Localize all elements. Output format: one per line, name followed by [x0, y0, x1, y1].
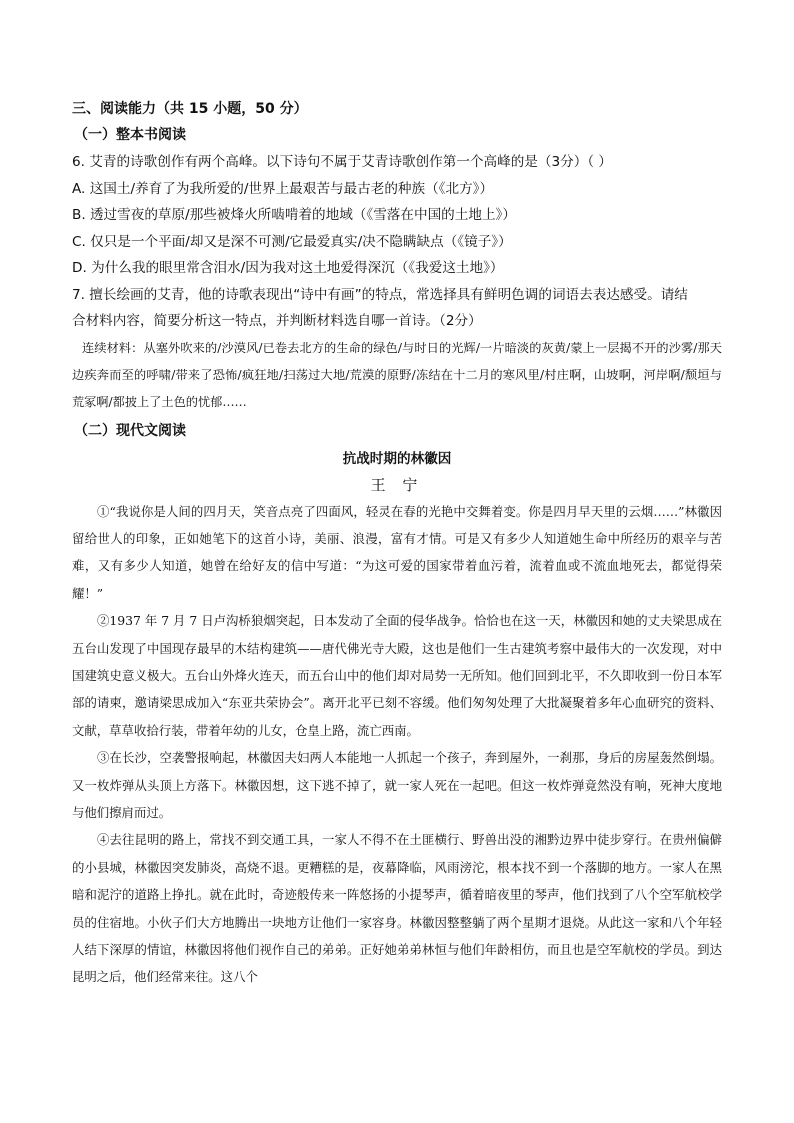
- article-author: 王 宁: [370, 475, 424, 494]
- article-paragraph-1: ①“我说你是人间的四月天，笑音点亮了四面风，轻灵在春的光艳中交舞着变。你是四月早天里的云烟……”林徽因留给世人的印象，正如她笔下的这首小诗，美丽、浪漫，富有才情。可是又有多少人知道她生命中所经历的艰辛与苦难，又有多少人知道，她曾在给好友的信中写道：“为这可爱的国家带着血污着，流着血或不流血地死去，都觉得荣耀！”: [72, 503, 722, 601]
- q7-material-text: 连续材料：从塞外吹来的/沙漠风/已卷去北方的生命的绿色/与时日的光辉/一片暗淡的灰黄/蒙上一层揭不开的沙雾/那天边疾奔而至的呼啸/带来了恐怖/疯狂地/扫荡过大地/荒漠的原野/冻结在十二月的寒风里/村庄啊，山坡啊，河岸啊/颓垣与荒冢啊/都披上了土色的忧郁……: [72, 340, 722, 409]
- q7-stem-line2: 合材料内容，简要分析这一特点，并判断材料选自哪一首诗。（2分）: [72, 313, 482, 329]
- q7-stem-line1: 7. 擅长绘画的艾青，他的诗歌表现出“诗中有画”的特点，常选择具有鲜明色调的词语去表达感受。请结: [72, 286, 688, 303]
- article-paragraph-2: ②1937 年 7 月 7 日卢沟桥狼烟突起，日本发动了全面的侵华战争。恰恰也在这一天，林徽因和她的丈夫梁思成在五台山发现了中国现存最早的木结构建筑——唐代佛光寺大殿，这也是他们一生古建筑考察中最伟大的一次发现，对中国建筑史意义极大。五台山外烽火连天，而五台山中的他们却对局势一无所知。他们回到北平，不久即收到一份日本军部的请柬，邀请梁思成加入“东亚共荣协会”。离开北平已刻不容缓。他们匆匆处理了大批凝聚着多年心血研究的资料、文献，草草收拾行装，带着年幼的儿女，仓皇上路，流亡西南。: [72, 613, 722, 738]
- q7-material: [72, 335, 722, 416]
- q6-option-d: D. 为什么我的眼里常含泪水/因为我对这土地爱得深沉（《我爱这土地》）: [72, 260, 504, 276]
- article-title: 抗战时期的林徽因: [342, 450, 452, 467]
- exam-page: [72, 96, 722, 991]
- part2-heading: （二）现代文阅读: [74, 422, 186, 439]
- q6-option-a: A. 这国土/养育了为我所爱的/世界上最艰苦与最古老的种族（《北方》）: [72, 180, 494, 197]
- part1-heading: （一）整本书阅读: [74, 127, 186, 143]
- q6-option-c: C. 仅只是一个平面/却又是深不可测/它最爱真实/决不隐瞒缺点（《镜子》）: [72, 233, 512, 250]
- article-paragraph-4: ④去往昆明的路上，常找不到交通工具，一家人不得不在土匪横行、野兽出没的湘黔边界中徒步穿行。在贵州偏僻的小县城，林徽因突发肺炎，高烧不退。更糟糕的是，夜幕降临，风雨滂沱，根本找不到一个落脚的地方。一家人在黑暗和泥泞的道路上挣扎。就在此时，奇迹般传来一阵悠扬的小提琴声，循着暗夜里的琴声，他们找到了八个空军航校学员的住宿地。小伙子们大方地腾出一块地方让他们一家容身。林徽因整整躺了两个星期才退烧。从此这一家和八个年轻人结下深厚的情谊，林徽因将他们视作自己的弟弟。正好她弟弟林恒与他们年龄相仿，而且也是空军航校的学员。到达昆明之后，他们经常来往。这八个: [72, 832, 722, 985]
- article-paragraph-3: ③在长沙，空袭警报响起，林徽因夫妇两人本能地一人抓起一个孩子，奔到屋外，一刹那，身后的房屋轰然倒塌。又一枚炸弹从头顶上方落下。林徽因想，这下逃不掉了，就一家人死在一起吧。但这一枚炸弹竟然没有响，死神大度地与他们擦肩而过。: [72, 750, 722, 820]
- section-heading: 三、阅读能力（共 15 小题，50 分）: [72, 101, 308, 117]
- q6-stem: 6. 艾青的诗歌创作有两个高峰。以下诗句不属于艾青诗歌创作第一个高峰的是（3分）（ ）: [72, 154, 613, 170]
- q6-option-b: B. 透过雪夜的草原/那些被烽火所啮啃着的地域（《雪落在中国的土地上》）: [72, 207, 516, 223]
